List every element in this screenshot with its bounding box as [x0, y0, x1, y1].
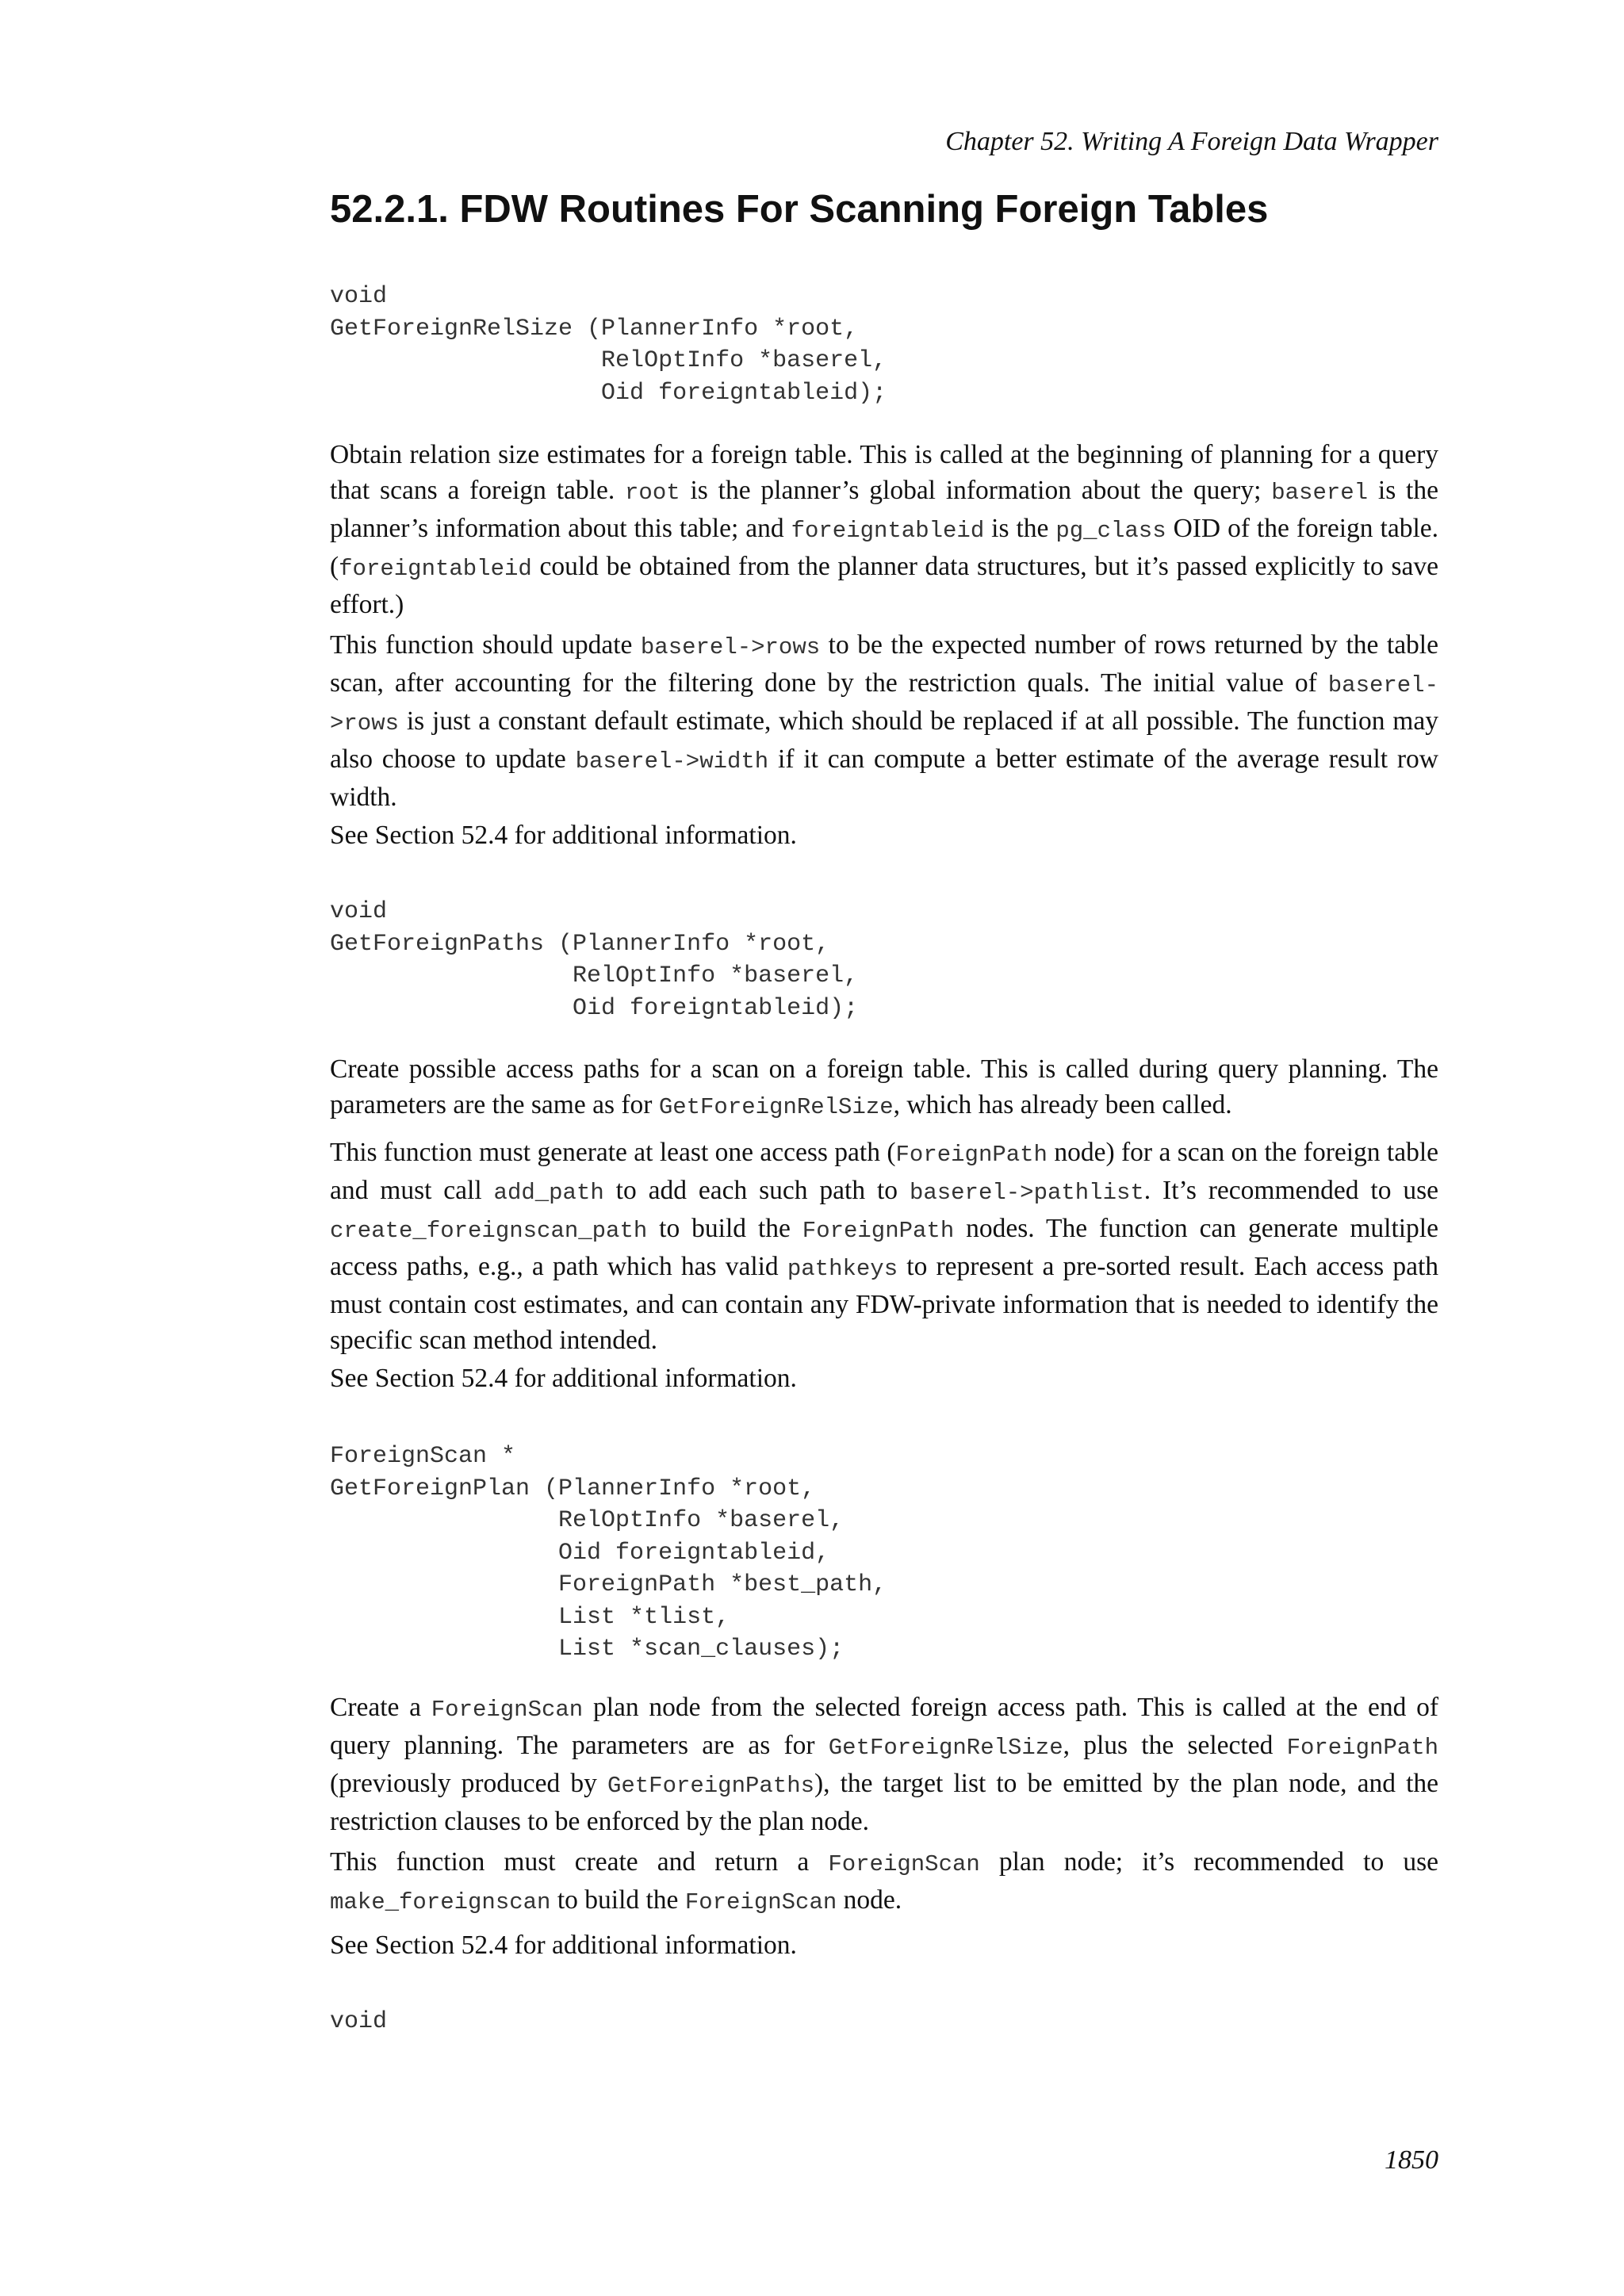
running-header: Chapter 52. Writing A Foreign Data Wrapper: [945, 127, 1438, 156]
paragraph-see-section-3: See Section 52.4 for additional information.: [330, 1931, 797, 1960]
paragraph-paths-generate: This function must generate at least one access path (ForeignPath node) for a scan on the foreign table and must call add_path to add each such path to baserel->pathlist. It’s recommended to use create_foreignscan_path to build the ForeignPath nodes. The function can generate multiple access paths, e.g., a path which has valid pathkeys to represent a pre-sorted result. Each access path must contain cost estimates, and can contain any FDW-private information that is needed to identify the specific scan method intended.: [330, 1138, 1439, 1355]
code-block-get-foreign-plan: ForeignScan * GetForeignPlan (PlannerInfo *root, RelOptInfo *baserel, Oid foreigntableid, ForeignPath *best_path, List *tlist, List *scan_clauses);: [330, 1443, 887, 1663]
code-block-trailing: void: [330, 2008, 388, 2035]
paragraph-see-section-2: See Section 52.4 for additional information.: [330, 1364, 797, 1393]
paragraph-rel-size-description: Obtain relation size estimates for a foreign table. This is called at the beginning of planning for a query that scans a foreign table. root is the planner’s global information about the query; baserel is the planner’s information about this table; and foreigntableid is the pg_class OID of the foreign table. (foreigntableid could be obtained from the planner data structures, but it’s passed explicitly to save effort.): [330, 440, 1438, 619]
code-block-get-foreign-paths: void GetForeignPaths (PlannerInfo *root, RelOptInfo *baserel, Oid foreigntableid);: [330, 898, 859, 1022]
code-block-get-foreign-rel-size: void GetForeignRelSize (PlannerInfo *root, RelOptInfo *baserel, Oid foreigntableid);: [330, 283, 887, 407]
paragraph-paths-description: Create possible access paths for a scan on a foreign table. This is called during query planning. The parameters are the same as for GetForeignRelSize, which has already been called.: [330, 1054, 1438, 1120]
paragraph-rel-size-update: This function should update baserel->rows to be the expected number of rows returned by the table scan, after accounting for the filtering done by the restriction quals. The initial value of baserel->rows is just a constant default estimate, which should be replaced if at all possible. The function may also choose to update baserel->width if it can compute a better estimate of the average result row width.: [330, 630, 1438, 812]
page-number: 1850: [1385, 2145, 1438, 2175]
paragraph-plan-description: Create a ForeignScan plan node from the selected foreign access path. This is called at the end of query planning. The parameters are as for GetForeignRelSize, plus the selected ForeignPath (previously produced by GetForeignPaths), the target list to be emitted by the plan node, and the restriction clauses to be enforced by the plan node.: [330, 1693, 1438, 1836]
section-title: 52.2.1. FDW Routines For Scanning Foreign Tables: [330, 188, 1269, 231]
paragraph-see-section-1: See Section 52.4 for additional information.: [330, 821, 797, 850]
paragraph-plan-create: This function must create and return a ForeignScan plan node; it’s recommended to use make_foreignscan to build the ForeignScan node.: [330, 1847, 1439, 1915]
